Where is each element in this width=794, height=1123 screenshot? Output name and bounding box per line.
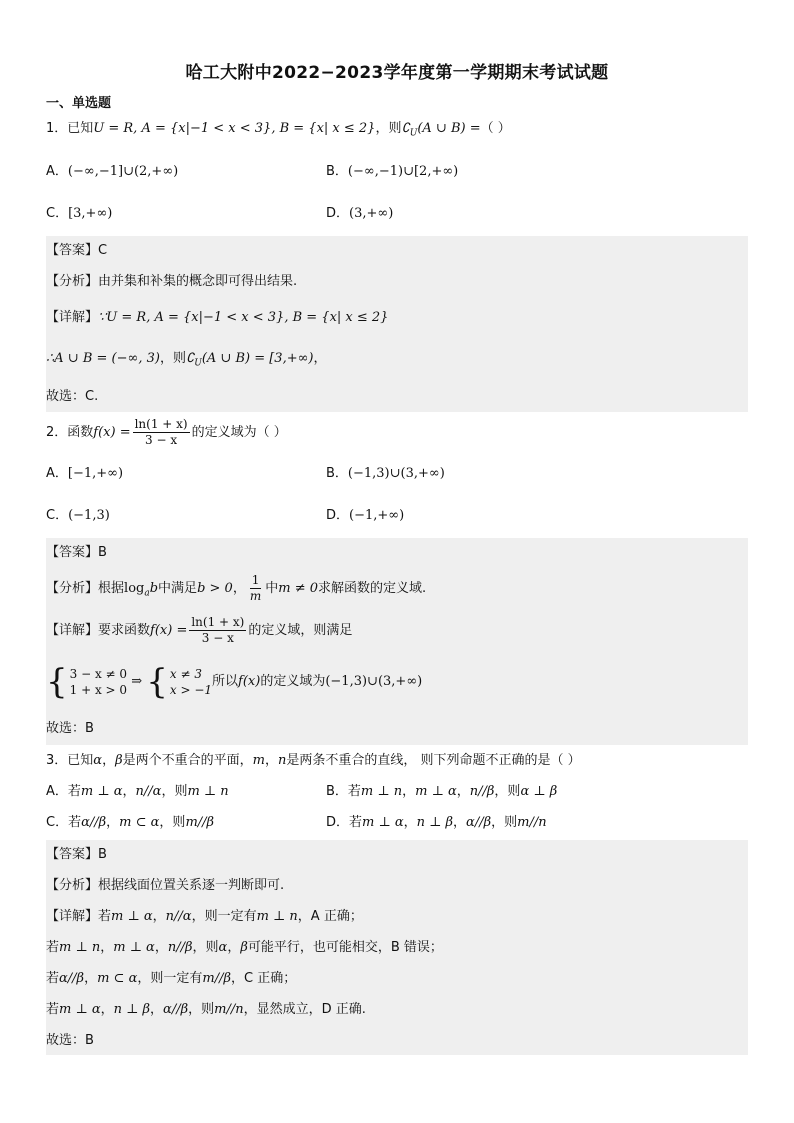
q2-option-a[interactable]: A．[−1,+∞): [46, 466, 124, 481]
q3-conclusion: 故选：B: [46, 1033, 94, 1048]
q2-option-d[interactable]: D．(−1,+∞): [326, 508, 405, 523]
q3-stem: 3．已知α，β是两个不重合的平面，m，n是两条不重合的直线， 则下列命题不正确的是（ ）: [46, 753, 581, 768]
q2-analysis: 【分析】根据$\log_ab$中满足b > 0， $\frac{1}{m}$ 中m ≠ 0求解函数的定义域.: [46, 573, 427, 603]
q1-analysis: 【分析】由并集和补集的概念即可得出结果.: [46, 274, 298, 289]
q3-detail-1: 【详解】若m ⊥ α，n//α，则一定有m ⊥ n，A 正确；: [46, 909, 363, 924]
q3-option-c[interactable]: C．若α//β，m ⊂ α，则m//β: [46, 815, 215, 830]
q3-option-b[interactable]: B．若m ⊥ n，m ⊥ α，n//β，则α ⊥ β: [326, 784, 558, 799]
q2-option-b[interactable]: B．(−1,3)∪(3,+∞): [326, 466, 445, 481]
q2-stem: 2．函数f(x) = $\frac{\ln(1 + x)}{3 - x}$ 的定义域为（ ）: [46, 417, 287, 447]
q3-detail-3: 若α//β，m ⊂ α，则一定有m//β，C 正确；: [46, 971, 297, 986]
q1-detail-line2: ∴A ∪ B = (−∞, 3)，则$∁_U(A$ ∪ B) = [3,+∞)，: [46, 351, 327, 369]
q2-detail: 【详解】要求函数f(x) = $\frac{\ln(1 + x)}{3 - x}$ 的定义域，则满足: [46, 615, 353, 645]
q2-detail-fraction: $\frac{\ln(1 + x)}{3 - x}$: [191, 615, 245, 645]
q1-option-c[interactable]: C．[3,+∞): [46, 206, 113, 221]
q2-fraction: $\frac{\ln(1 + x)}{3 - x}$: [134, 417, 188, 447]
q2-option-c[interactable]: C．(−1,3): [46, 508, 110, 523]
q2-system-right: { x ≠ 3 x > −1: [146, 661, 213, 702]
page-title: 哈工大附中2022−2023学年度第一学期期末考试试题: [185, 63, 609, 83]
q2-detail-system: { 3 − x ≠ 0 1 + x > 0 ⇒ { x ≠ 3 x > −1 所以f(x)的定义域为(−1,3)∪(3,+∞): [46, 661, 423, 702]
q1-option-a[interactable]: A．(−∞,−1]∪(2,+∞): [46, 164, 179, 179]
q1-option-b[interactable]: B．(−∞,−1)∪[2,+∞): [326, 164, 459, 179]
q3-option-a[interactable]: A．若m ⊥ α，n//α，则m ⊥ n: [46, 784, 229, 799]
q3-detail-2: 若m ⊥ n，m ⊥ α，n//β，则α，β可能平行，也可能相交，B 错误；: [46, 940, 443, 955]
q3-analysis: 【分析】根据线面位置关系逐一判断即可.: [46, 878, 285, 893]
q1-answer: 【答案】C: [46, 243, 108, 258]
section-heading: 一、单选题: [46, 96, 112, 111]
q2-conclusion: 故选：B: [46, 721, 94, 736]
q3-detail-4: 若m ⊥ α，n ⊥ β，α//β，则m//n，显然成立，D 正确.: [46, 1002, 366, 1017]
q3-answer: 【答案】B: [46, 847, 107, 862]
q1-option-d[interactable]: D．(3,+∞): [326, 206, 394, 221]
q1-conclusion: 故选：C.: [46, 389, 99, 404]
q2-system-left: { 3 − x ≠ 0 1 + x > 0: [46, 661, 128, 702]
q2-answer: 【答案】B: [46, 545, 107, 560]
q1-detail: 【详解】∵U = R, A = {x|−1 < x < 3}, B = {x| x ≤ 2}: [46, 310, 389, 325]
q2-analysis-fraction: $\frac{1}{m}$: [249, 573, 262, 603]
q3-option-d[interactable]: D．若m ⊥ α，n ⊥ β，α//β，则m//n: [326, 815, 547, 830]
q1-stem: 1．已知U = R, A = {x|−1 < x < 3}, B = {x| x ≤ 2}，则$∁_U(A$ ∪ B) =（ ）: [46, 121, 511, 139]
